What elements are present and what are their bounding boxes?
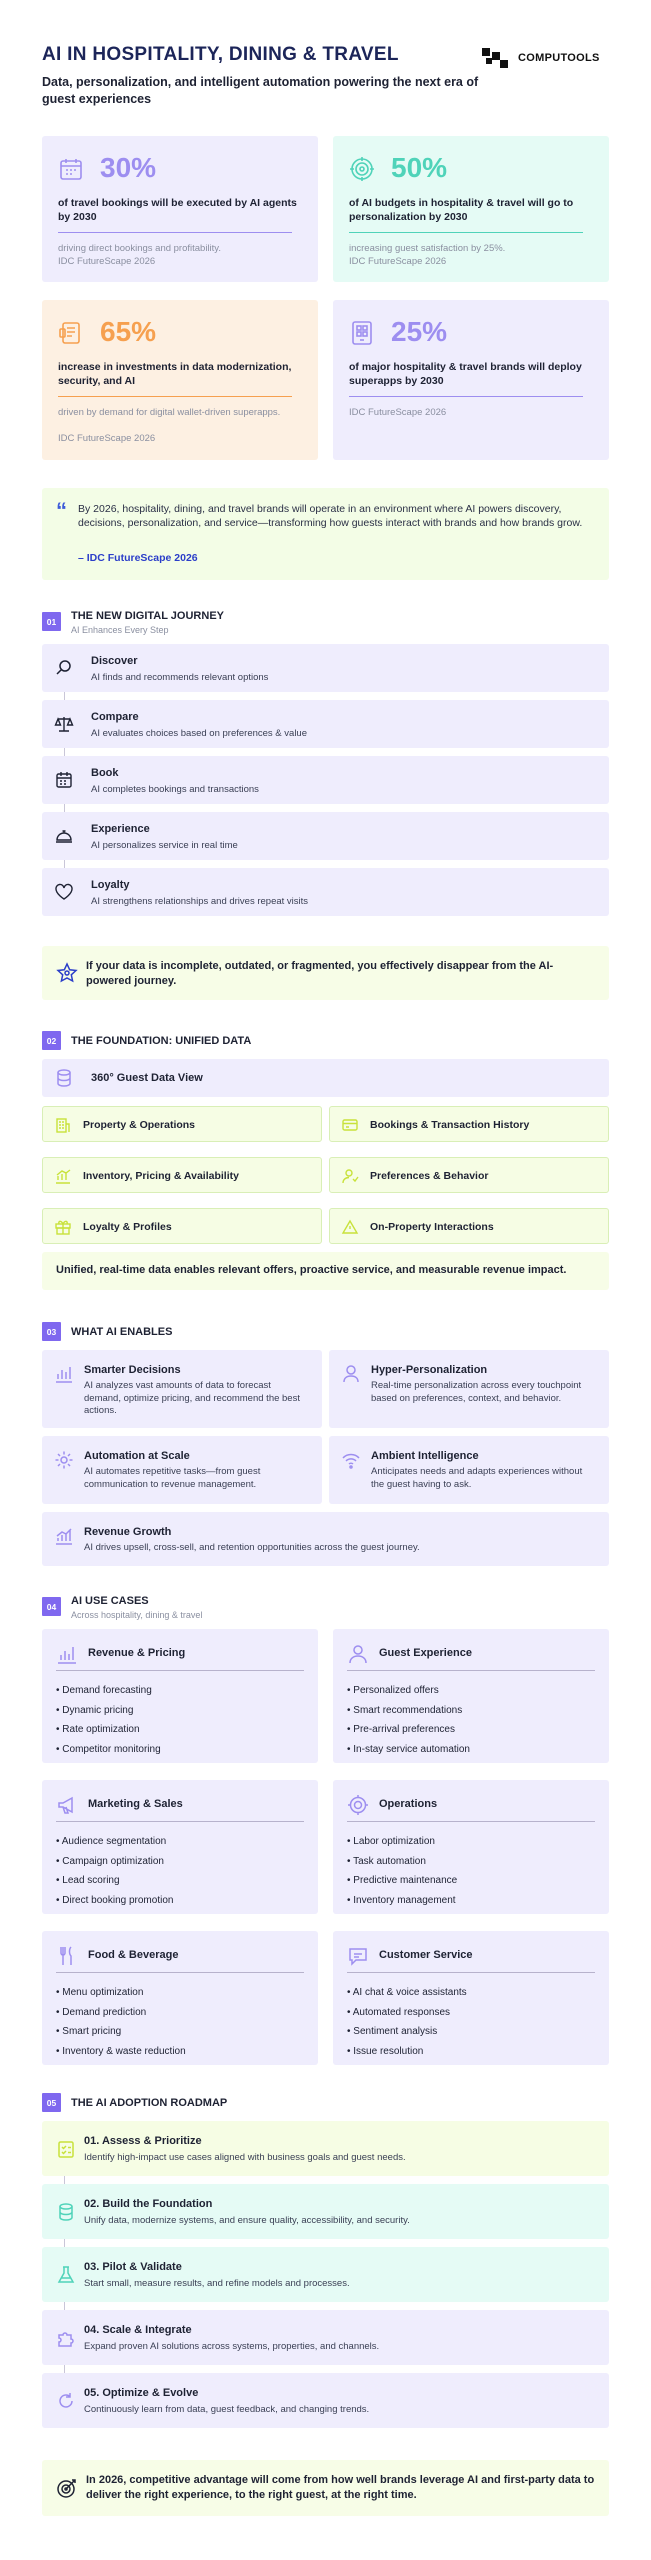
scale-icon (54, 714, 74, 734)
roadmap-title: 02. Build the Foundation (84, 2198, 213, 2210)
calendar-icon (58, 156, 84, 182)
roadmap-step-assess (42, 2121, 609, 2176)
user-icon (341, 1364, 361, 1384)
section-title: THE AI ADOPTION ROADMAP (71, 2097, 228, 2109)
use-case-list (347, 1983, 467, 2061)
wifi-icon (341, 1450, 361, 1470)
quote-text: By 2026, hospitality, dining, and travel brands will operate in an environment where AI powers discovery, decisions, personalization, and service—transforming how guests interact with brands and how brands grow. (78, 503, 583, 529)
section-number: 02 (42, 1031, 61, 1050)
divider (56, 1972, 304, 1973)
enable-card-revenue-growth (42, 1512, 609, 1566)
roadmap-step-build (42, 2184, 609, 2239)
idc-quote (42, 488, 609, 580)
use-case-list (56, 1681, 161, 1759)
roadmap-step-scale (42, 2310, 609, 2365)
user-icon (347, 1643, 369, 1665)
database-icon (54, 1068, 74, 1088)
stat-card-superapps (333, 300, 609, 460)
step-desc: AI completes bookings and transactions (91, 784, 259, 795)
list-item: • Rate optimization (56, 1724, 140, 1735)
computools-logo (480, 46, 620, 70)
stat-note: driven by demand for digital wallet-driven superapps. (58, 407, 281, 418)
list-item: • Personalized offers (347, 1685, 439, 1696)
divider (58, 396, 292, 397)
credit-card-icon (341, 1116, 359, 1134)
stat-card-investments (42, 300, 318, 460)
list-item: • Lead scoring (56, 1875, 120, 1886)
callout-text: In 2026, competitive advantage will come from how well brands leverage AI and first-party data to deliver the right experience, to the right guest, at the right time. (86, 2474, 595, 2501)
divider (56, 1670, 304, 1671)
guest-view-label: 360° Guest Data View (91, 1072, 203, 1084)
card-desc: AI drives upsell, cross-sell, and retention opportunities across the guest journey. (84, 1542, 420, 1553)
list-item: • Campaign optimization (56, 1855, 164, 1867)
use-case-title: Revenue & Pricing (88, 1647, 186, 1659)
star-icon (56, 962, 78, 984)
list-item: • Demand prediction (56, 2006, 147, 2018)
section-number: 03 (42, 1322, 61, 1341)
roadmap-title: 01. Assess & Prioritize (84, 2135, 202, 2147)
divider (58, 232, 292, 233)
enable-card-automation (42, 1436, 322, 1504)
use-case-revenue-pricing (42, 1629, 318, 1763)
journey-step-book (42, 756, 609, 804)
data-source-label: Preferences & Behavior (370, 1170, 489, 1182)
step-title: Book (91, 767, 119, 779)
stat-value: 65% (100, 316, 157, 347)
database-icon (56, 2202, 76, 2222)
stat-source: IDC FutureScape 2026 (58, 433, 156, 444)
flask-icon (56, 2265, 76, 2285)
list-item: • Issue resolution (347, 2045, 424, 2057)
growth-chart-icon (54, 1526, 74, 1546)
section-title: THE FOUNDATION: UNIFIED DATA (71, 1035, 252, 1047)
roadmap-step-optimize (42, 2373, 609, 2428)
chart-icon (56, 1643, 78, 1665)
puzzle-icon (56, 2328, 76, 2348)
card-title: Hyper-Personalization (371, 1364, 488, 1376)
data-source-preferences (329, 1157, 609, 1193)
step-desc: AI strengthens relationships and drives repeat visits (91, 896, 309, 907)
card-desc: Anticipates needs and adapts experiences without the guest having to ask. (371, 1466, 583, 1490)
chart-icon (54, 1167, 72, 1185)
stat-note: increasing guest satisfaction by 25%. (349, 243, 506, 254)
section-title: WHAT AI ENABLES (71, 1326, 173, 1338)
card-desc: Real-time personalization across every touchpoint based on preferences, context, and behavior. (371, 1380, 582, 1404)
card-title: Revenue Growth (84, 1526, 172, 1538)
summary-text: Unified, real-time data enables relevant offers, proactive service, and measurable revenue impact. (56, 1264, 567, 1276)
roadmap-desc: Start small, measure results, and refine models and processes. (84, 2278, 350, 2289)
list-item: • Labor optimization (347, 1836, 435, 1847)
list-item: • Dynamic pricing (56, 1704, 134, 1716)
data-source-interactions (329, 1208, 609, 1244)
foundation-summary (42, 1252, 609, 1290)
divider (349, 232, 583, 233)
use-case-list (347, 1681, 470, 1759)
service-bell-icon (341, 1218, 359, 1236)
data-source-bookings (329, 1106, 609, 1142)
stat-card-bookings (42, 136, 318, 282)
divider (347, 1821, 595, 1822)
data-source-property (42, 1106, 322, 1142)
page-subtitle: Data, personalization, and intelligent automation powering the next era of guest experiences (42, 75, 479, 106)
card-desc: AI analyzes vast amounts of data to forecast demand, optimize pricing, and recommend the best actions. (84, 1380, 300, 1416)
list-item: • Competitor monitoring (56, 1743, 161, 1755)
list-item: • Sentiment analysis (347, 2026, 438, 2037)
data-source-label: Loyalty & Profiles (83, 1221, 172, 1233)
logo-mark-icon (480, 46, 512, 70)
section-number: 04 (42, 1597, 61, 1616)
list-item: • Inventory management (347, 1894, 456, 1906)
data-source-label: Bookings & Transaction History (370, 1119, 530, 1131)
use-case-customer-service (333, 1931, 609, 2065)
use-case-guest-experience (333, 1629, 609, 1763)
step-desc: AI evaluates choices based on preferences & value (91, 728, 307, 739)
list-item: • Menu optimization (56, 1987, 144, 1998)
step-desc: AI finds and recommends relevant options (91, 672, 269, 683)
checklist-icon (56, 2139, 76, 2159)
stat-text: of travel bookings will be executed by AI agents by 2030 (58, 197, 297, 223)
roadmap-desc: Identify high-impact use cases aligned with business goals and guest needs. (84, 2152, 406, 2163)
list-item: • Audience segmentation (56, 1836, 167, 1847)
roadmap-desc: Expand proven AI solutions across systems, properties, and channels. (84, 2341, 380, 2352)
use-case-operations (333, 1780, 609, 1914)
use-case-food-beverage (42, 1931, 318, 2065)
journey-step-experience (42, 812, 609, 860)
enable-card-hyper-personalization (329, 1350, 609, 1428)
list-item: • Smart recommendations (347, 1704, 463, 1716)
step-title: Compare (91, 711, 139, 723)
service-bell-icon (54, 826, 74, 846)
enable-card-ambient-intelligence (329, 1436, 609, 1504)
list-item: • Predictive maintenance (347, 1875, 458, 1886)
data-source-loyalty (42, 1208, 322, 1244)
stat-value: 25% (391, 316, 448, 347)
user-icon (341, 1167, 359, 1185)
use-case-list (56, 1832, 173, 1910)
list-item: • Demand forecasting (56, 1685, 152, 1696)
card-title: Smarter Decisions (84, 1364, 181, 1376)
page-title: AI IN HOSPITALITY, DINING & TRAVEL (42, 44, 399, 65)
card-title: Automation at Scale (84, 1450, 190, 1462)
stat-source: IDC FutureScape 2026 (349, 407, 447, 418)
use-case-title: Food & Beverage (88, 1949, 179, 1961)
megaphone-icon (56, 1794, 78, 1816)
list-item: • Task automation (347, 1855, 426, 1867)
journey-step-compare (42, 700, 609, 748)
chat-icon (347, 1945, 369, 1967)
roadmap-title: 05. Optimize & Evolve (84, 2387, 199, 2399)
apps-grid-icon (349, 320, 375, 346)
section-subtitle: Across hospitality, dining & travel (71, 1610, 203, 1620)
data-source-label: Property & Operations (83, 1119, 196, 1131)
divider (56, 1821, 304, 1822)
roadmap-step-pilot (42, 2247, 609, 2302)
calendar-icon (54, 770, 74, 790)
data-source-inventory (42, 1157, 322, 1193)
card-title: Ambient Intelligence (371, 1450, 479, 1462)
target-icon (349, 156, 375, 182)
list-item: • Direct booking promotion (56, 1894, 174, 1906)
stat-value: 30% (100, 152, 157, 183)
enable-card-smarter-decisions (42, 1350, 322, 1428)
quote-source: – IDC FutureScape 2026 (78, 552, 198, 564)
divider (347, 1972, 595, 1973)
gear-icon (347, 1794, 369, 1816)
stat-note: driving direct bookings and profitability. (58, 243, 221, 254)
journey-callout (42, 946, 609, 1000)
roadmap-title: 04. Scale & Integrate (84, 2324, 192, 2336)
journey-step-discover (42, 644, 609, 692)
use-case-title: Operations (379, 1798, 438, 1810)
data-source-label: On-Property Interactions (370, 1221, 494, 1233)
stat-source: IDC FutureScape 2026 (58, 256, 156, 267)
list-item: • Smart pricing (56, 2026, 122, 2037)
section-subtitle: AI Enhances Every Step (71, 625, 169, 635)
divider (347, 1670, 595, 1671)
step-title: Loyalty (91, 879, 130, 891)
quote-icon: “ (56, 498, 67, 523)
list-item: • Automated responses (347, 2006, 451, 2018)
roadmap-title: 03. Pilot & Validate (84, 2261, 182, 2273)
stat-text: of AI budgets in hospitality & travel will go to personalization by 2030 (349, 197, 574, 223)
chart-icon (54, 1364, 74, 1384)
use-case-list (56, 1983, 186, 2061)
stat-value: 50% (391, 152, 448, 183)
refresh-icon (56, 2391, 76, 2411)
list-item: • Inventory & waste reduction (56, 2045, 186, 2057)
use-case-title: Marketing & Sales (88, 1798, 183, 1810)
search-icon (54, 658, 74, 678)
roadmap-desc: Unify data, modernize systems, and ensure quality, accessibility, and security. (84, 2215, 410, 2226)
step-title: Experience (91, 823, 150, 835)
guest-data-view (42, 1059, 609, 1097)
list-item: • AI chat & voice assistants (347, 1987, 467, 1998)
list-item: • In-stay service automation (347, 1743, 470, 1755)
roadmap-desc: Continuously learn from data, guest feedback, and changing trends. (84, 2404, 370, 2415)
use-case-marketing-sales (42, 1780, 318, 1914)
stat-source: IDC FutureScape 2026 (349, 256, 447, 267)
divider (349, 396, 583, 397)
journey-step-loyalty (42, 868, 609, 916)
stat-card-personalization (333, 136, 609, 282)
use-case-title: Customer Service (379, 1949, 473, 1961)
fork-knife-icon (56, 1945, 78, 1967)
stat-text: of major hospitality & travel brands will deploy superapps by 2030 (349, 361, 582, 387)
card-desc: AI automates repetitive tasks—from guest communication to revenue management. (84, 1466, 261, 1490)
heart-icon (54, 882, 74, 902)
use-case-title: Guest Experience (379, 1647, 472, 1659)
use-case-list (347, 1832, 457, 1910)
closing-callout (42, 2460, 609, 2516)
logo-text: COMPUTOOLS (518, 52, 600, 64)
step-desc: AI personalizes service in real time (91, 840, 238, 851)
step-title: Discover (91, 655, 138, 667)
section-title: THE NEW DIGITAL JOURNEY (71, 610, 224, 622)
gift-icon (54, 1218, 72, 1236)
gear-icon (54, 1450, 74, 1470)
target-icon (56, 2477, 78, 2499)
data-source-label: Inventory, Pricing & Availability (83, 1170, 239, 1182)
section-number: 01 (42, 612, 61, 631)
list-item: • Pre-arrival preferences (347, 1724, 455, 1735)
stat-text: increase in investments in data modernization, security, and AI (58, 361, 292, 387)
section-number: 05 (42, 2093, 61, 2112)
building-icon (54, 1116, 72, 1134)
section-title: AI USE CASES (71, 1595, 149, 1607)
callout-text: If your data is incomplete, outdated, or fragmented, you effectively disappear from the AI-powered journey. (86, 960, 554, 987)
database-icon (58, 320, 84, 346)
